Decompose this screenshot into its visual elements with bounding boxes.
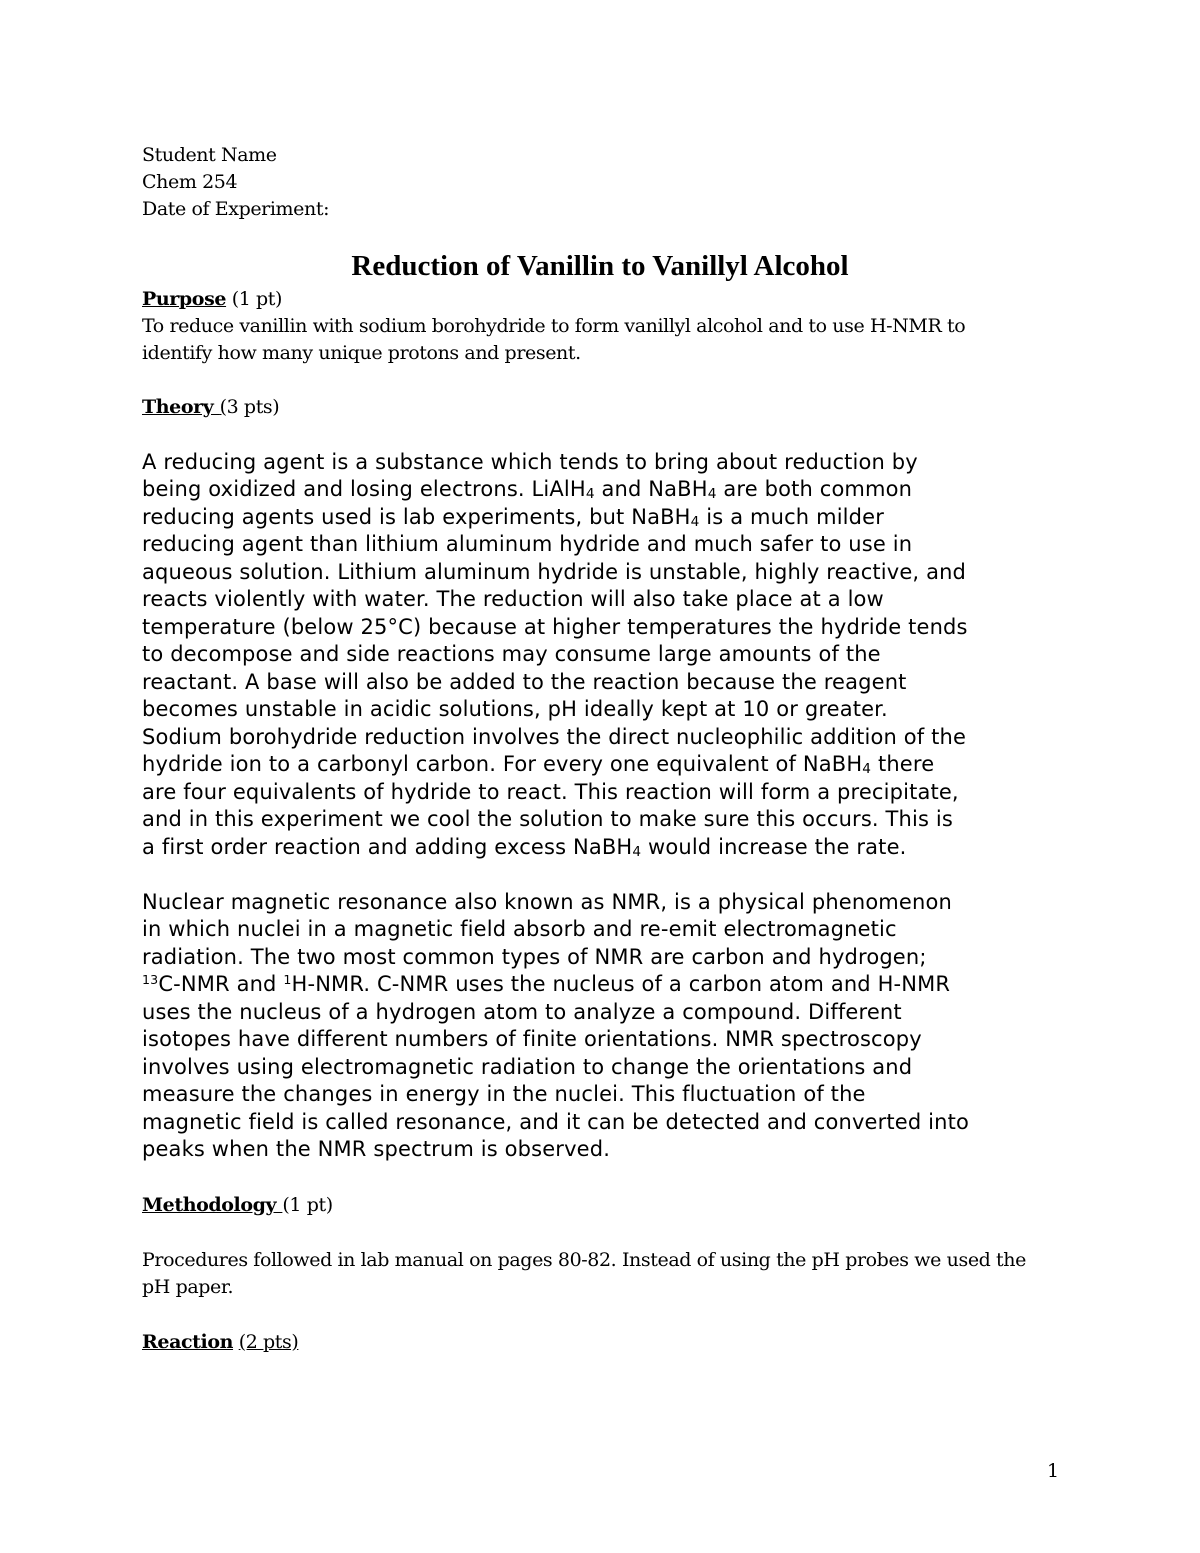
theory-p1-line-3: reducing agents used is lab experiments, but NaBH$_4$ is a much milder [142,505,884,531]
theory-heading-line [142,396,279,418]
theory-p2-line-8: measure the changes in energy in the nuclei. This fluctuation of the [142,1082,866,1106]
methodology-heading: Methodology [142,1194,283,1216]
theory-p2-line-3: radiation. The two most common types of NMR are carbon and hydrogen; [142,945,927,969]
date-label: Date of Experiment: [142,198,330,220]
theory-p1-line-4: reducing agent than lithium aluminum hydride and much safer to use in [142,532,913,556]
purpose-heading: Purpose [142,288,227,310]
theory-p1-line-2: being oxidized and losing electrons. LiAlH$_4$ and NaBH$_4$ are both common [142,477,913,503]
theory-p2-line-4: $^{13}$C-NMR and $^1$H-NMR. C-NMR uses the nucleus of a carbon atom and H-NMR [142,972,951,996]
theory-p2-line-7: involves using electromagnetic radiation to change the orientations and [142,1055,913,1079]
document-title: Reduction of Vanillin to Vanillyl Alcohol [351,250,849,282]
course-name: Chem 254 [142,171,238,193]
page-number: 1 [1047,1460,1060,1482]
reaction-heading-line [142,1331,298,1353]
theory-p2-line-5: uses the nucleus of a hydrogen atom to analyze a compound. Different [142,1000,902,1024]
purpose-heading-line [142,288,282,310]
purpose-points: (1 pt) [231,288,283,310]
theory-p1-line-10: becomes unstable in acidic solutions, pH ideally kept at 10 or greater. [142,697,888,721]
methodology-heading-line [142,1194,333,1216]
theory-p1-line-1: A reducing agent is a substance which tends to bring about reduction by [142,450,918,474]
theory-p2-line-2: in which nuclei in a magnetic field absorb and re-emit electromagnetic [142,917,897,941]
theory-p1-line-12: hydride ion to a carbonyl carbon. For every one equivalent of NaBH$_4$ there [142,752,935,778]
purpose-line-1: To reduce vanillin with sodium borohydride to form vanillyl alcohol and to use H-NMR to [142,315,966,337]
theory-points-open: ( [219,396,227,418]
theory-p1-line-7: temperature (below 25°C) because at higher temperatures the hydride tends [142,615,968,639]
theory-p1-line-6: reacts violently with water. The reduction will also take place at a low [142,587,884,611]
theory-p2-line-6: isotopes have different numbers of finite orientations. NMR spectroscopy [142,1027,922,1051]
theory-p1-line-11: Sodium borohydride reduction involves the direct nucleophilic addition of the [142,725,967,749]
student-name: Student Name [142,144,277,166]
theory-p1-line-15: a first order reaction and adding excess NaBH$_4$ would increase the rate. [142,835,907,861]
theory-p1-line-9: reactant. A base will also be added to the reaction because the reagent [142,670,907,694]
reaction-heading: Reaction [142,1331,234,1353]
methodology-points: (1 pt) [282,1194,333,1216]
reaction-points: (2 pts) [238,1331,299,1353]
methodology-line-1: Procedures followed in lab manual on pages 80-82. Instead of using the pH probes we used the [142,1249,1026,1271]
theory-heading: Theory [142,396,220,418]
theory-p1-line-13: are four equivalents of hydride to react. This reaction will form a precipitate, [142,780,959,804]
theory-p2-line-10: peaks when the NMR spectrum is observed. [142,1137,611,1161]
theory-points: 3 pts) [226,396,280,418]
purpose-line-2: identify how many unique protons and present. [142,342,581,364]
theory-p1-line-14: and in this experiment we cool the solution to make sure this occurs. This is [142,807,953,831]
theory-p2-line-9: magnetic field is called resonance, and it can be detected and converted into [142,1110,969,1134]
theory-p1-line-5: aqueous solution. Lithium aluminum hydride is unstable, highly reactive, and [142,560,967,584]
theory-p1-line-8: to decompose and side reactions may consume large amounts of the [142,642,881,666]
methodology-line-2: pH paper. [142,1276,234,1298]
theory-p2-line-1: Nuclear magnetic resonance also known as NMR, is a physical phenomenon [142,890,952,914]
